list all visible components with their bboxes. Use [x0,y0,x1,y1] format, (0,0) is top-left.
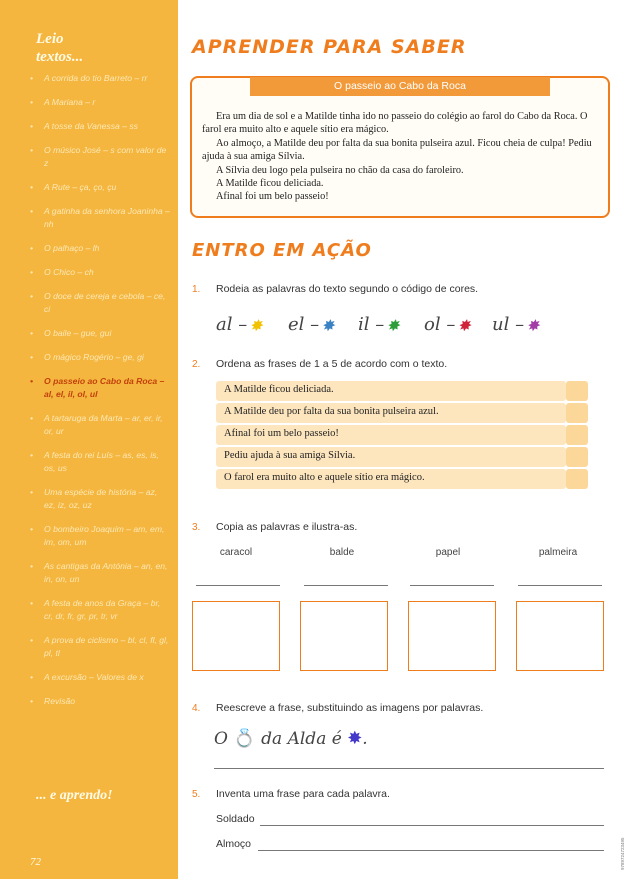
exercise-5-instruction: Inventa uma frase para cada palavra. [216,788,390,800]
color-code-label: ol – [424,314,456,335]
sidebar-title-line2: textos... [36,49,84,65]
sidebar-item: • O bombeiro Joaquim – am, em, im, om, um [30,523,170,549]
drawing-box[interactable] [516,601,604,671]
sidebar-item: • O músico José – s com valor de z [30,144,170,170]
drawing-box[interactable] [300,601,388,671]
sidebar-item: • A festa do rei Luís – as, es, is, os, us [30,449,170,475]
story-paragraph: Era um dia de sol e a Matilde tinha ido no passeio do colégio ao farol do Cabo da Roca. O farol era muito alto e aquele sítio era mágico. [202,111,588,136]
sidebar-item: • O palhaço – lh [30,242,170,255]
story-paragraph: A Sílvia deu logo pela pulseira no chão da casa do faroleiro. [216,164,464,176]
copy-word: palmeira [538,547,578,558]
exercise-4-number: 4. [192,703,201,714]
sidebar-item: • O mágico Rogério – ge, gi [30,351,170,364]
color-code-ol [424,314,471,335]
copy-writing-line[interactable] [196,585,280,586]
color-code-il [358,314,400,335]
color-code-ul [492,314,539,335]
sidebar-item: • A festa de anos da Graça – br, cr, dr, fr, gr, pr, tr, vr [30,597,170,623]
sidebar-item: • Revisão [30,695,170,708]
purple-splat-icon: ✸ [526,315,540,335]
ring-icon: 💍 [233,728,256,749]
sidebar-item-current: • O passeio ao Cabo da Roca – al, el, il, ol, ul [30,375,170,401]
exercise-1-instruction: Rodeia as palavras do texto segundo o código de cores. [216,283,479,295]
yellow-splat-icon: ✸ [249,315,263,335]
sidebar-title [36,30,83,66]
copy-writing-line[interactable] [410,585,494,586]
side-code: 9789724723495 [620,837,625,870]
soldado-writing-line[interactable] [260,825,604,826]
sidebar-item: • O Chico – ch [30,266,170,279]
sentence-text: Pediu ajuda à sua amiga Sílvia. [224,450,356,461]
sidebar-item: • As cantigas da Antónia – an, en, in, on, un [30,560,170,586]
copy-writing-line[interactable] [518,585,602,586]
story-box [190,76,610,218]
sidebar-item: • A Rute – ça, ço, çu [30,181,170,194]
story-paragraph: A Matilde ficou deliciada. [216,178,324,190]
color-code-al [216,314,263,335]
exercise-2-instruction: Ordena as frases de 1 a 5 de acordo com o texto. [216,358,448,370]
sidebar-item: • O baile – gue, gui [30,327,170,340]
exercise-3-instruction: Copia as palavras e ilustra-as. [216,521,358,533]
story-paragraph: Afinal foi um belo passeio! [216,191,329,203]
sidebar-item: • O doce de cereja e cebola – ce, ci [30,290,170,316]
sentence-text: O farol era muito alto e aquele sítio era mágico. [224,472,425,483]
sentence-order-list [216,381,566,491]
exercise-1-number: 1. [192,284,201,295]
order-number-box[interactable] [566,403,588,423]
color-code-label: ul – [492,314,525,335]
blue-splat-icon: ✸ [347,728,363,749]
almoco-writing-line[interactable] [258,850,604,851]
order-number-box[interactable] [566,381,588,401]
exercise-5-number: 5. [192,789,201,800]
copy-word: caracol [219,547,253,558]
sidebar-item: • A prova de ciclismo – bl, cl, fl, gl, pl, tl [30,634,170,660]
sidebar-item: • Uma espécie de história – az, ez, iz, oz, uz [30,486,170,512]
sidebar-item: • A tartaruga da Marta – ar, er, ir, or, ur [30,412,170,438]
sidebar-footer: ... e aprendo! [36,788,113,803]
rebus-text: . [362,729,368,749]
sentence-row [216,425,566,445]
rebus-text: da Alda é [261,729,342,749]
story-title: O passeio ao Cabo da Roca [250,77,550,96]
color-code-label: el – [288,314,320,335]
story-paragraph: Ao almoço, a Matilde deu por falta da sua bonita pulseira azul. Ficou cheia de culpa! Pediu ajuda à sua amiga Sílvia. [202,137,592,163]
sidebar-text-list [30,72,170,719]
sidebar-item: • A excursão – Valores de x [30,671,170,684]
blue-splat-icon: ✸ [321,315,335,335]
red-splat-icon: ✸ [457,315,471,335]
sentence-text: Afinal foi um belo passeio! [224,428,339,439]
copy-writing-line[interactable] [304,585,388,586]
word-label-almoco: Almoço [216,838,252,850]
sidebar-item: • A tosse da Vanessa – ss [30,120,170,133]
word-label-soldado: Soldado [216,813,255,825]
rebus-sentence [214,728,368,749]
color-code-el [288,314,335,335]
drawing-box[interactable] [408,601,496,671]
sentence-row [216,381,566,401]
color-code-legend [216,314,556,344]
copy-word: papel [435,547,461,558]
story-text [202,110,600,204]
section-heading-entro: ENTRO EM AÇÃO [192,240,372,261]
sidebar-title-line1: Leio [36,31,64,47]
sidebar [0,0,178,879]
exercise-2-number: 2. [192,359,201,370]
drawing-box[interactable] [192,601,280,671]
rebus-text: O [214,729,228,749]
sentence-row [216,469,566,489]
section-heading-aprender: APRENDER PARA SABER [192,36,467,58]
page-number: 72 [30,856,41,868]
sentence-row [216,447,566,467]
copy-word: balde [329,547,355,558]
sidebar-item: • A gatinha da senhora Joaninha – nh [30,205,170,231]
order-number-box[interactable] [566,469,588,489]
exercise-4-instruction: Reescreve a frase, substituindo as imagens por palavras. [216,702,484,714]
color-code-label: il – [358,314,385,335]
exercise-3-number: 3. [192,522,201,533]
answer-writing-line[interactable] [214,768,604,769]
sidebar-item: • A Mariana – r [30,96,170,109]
sentence-text: A Matilde deu por falta da sua bonita pulseira azul. [224,406,439,417]
sentence-row [216,403,566,423]
order-number-box[interactable] [566,425,588,445]
green-splat-icon: ✸ [386,315,400,335]
sentence-text: A Matilde ficou deliciada. [224,384,334,395]
order-number-box[interactable] [566,447,588,467]
color-code-label: al – [216,314,248,335]
sidebar-item: • A corrida do tio Barreto – rr [30,72,170,85]
